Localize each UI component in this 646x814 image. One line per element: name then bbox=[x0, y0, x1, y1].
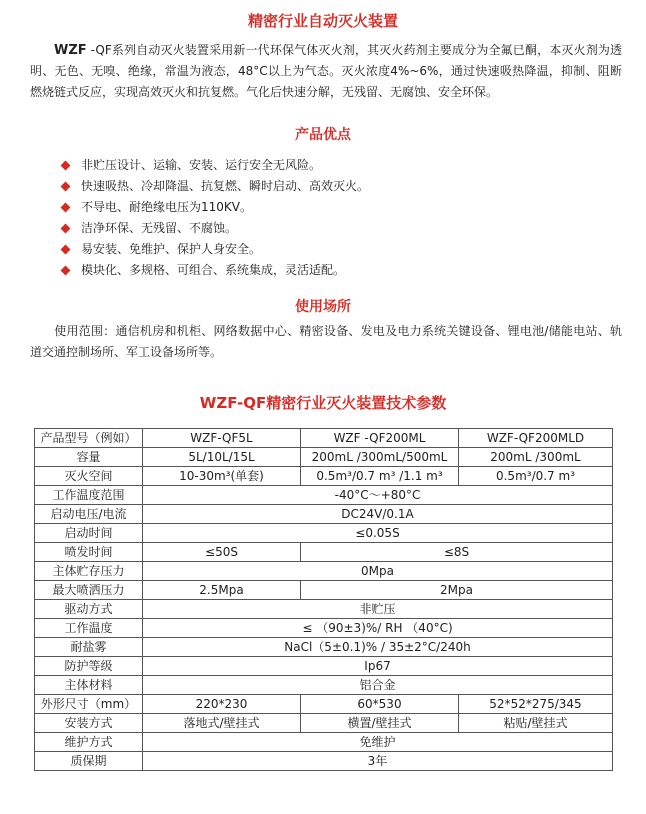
intro-lead: WZF bbox=[54, 43, 87, 58]
table-row bbox=[35, 600, 613, 619]
diamond-bullet-icon bbox=[61, 203, 71, 213]
table-row bbox=[35, 733, 613, 752]
table-row bbox=[35, 524, 613, 543]
advantages-list bbox=[60, 155, 369, 281]
row-label: 驱动方式 bbox=[35, 600, 143, 619]
table-row bbox=[35, 657, 613, 676]
table-cell: 200mL /300mL bbox=[459, 448, 613, 467]
table-cell: 0.5m³/0.7 m³ bbox=[459, 467, 613, 486]
row-label: 灭火空间 bbox=[35, 467, 143, 486]
table-cell: ≤0.05S bbox=[143, 524, 613, 543]
row-label: 主体材料 bbox=[35, 676, 143, 695]
table-cell: 0.5m³/0.7 m³ /1.1 m³ bbox=[301, 467, 459, 486]
row-label: 容量 bbox=[35, 448, 143, 467]
table-cell: 52*52*275/345 bbox=[459, 695, 613, 714]
table-cell: 5L/10L/15L bbox=[143, 448, 301, 467]
row-label: 安装方式 bbox=[35, 714, 143, 733]
table-cell: ≤50S bbox=[143, 543, 301, 562]
table-row bbox=[35, 581, 613, 600]
table-cell: ≤8S bbox=[301, 543, 613, 562]
table-cell: 落地式/壁挂式 bbox=[143, 714, 301, 733]
list-item: 易安装、免维护、保护人身安全。 bbox=[60, 239, 369, 260]
table-row bbox=[35, 448, 613, 467]
row-label: 产品型号（例如） bbox=[35, 429, 143, 448]
table-cell: WZF-QF5L bbox=[143, 429, 301, 448]
table-row bbox=[35, 695, 613, 714]
table-row bbox=[35, 676, 613, 695]
table-cell: 60*530 bbox=[301, 695, 459, 714]
diamond-bullet-icon bbox=[61, 161, 71, 171]
table-cell: 3年 bbox=[143, 752, 613, 771]
table-cell: WZF-QF200MLD bbox=[459, 429, 613, 448]
table-row bbox=[35, 714, 613, 733]
list-item: 洁净环保、无残留、不腐蚀。 bbox=[60, 218, 369, 239]
row-label: 最大喷洒压力 bbox=[35, 581, 143, 600]
diamond-bullet-icon bbox=[61, 182, 71, 192]
row-label: 工作温度范围 bbox=[35, 486, 143, 505]
usage-title: 使用场所 bbox=[295, 299, 351, 315]
table-row bbox=[35, 638, 613, 657]
list-item: 快速吸热、冷却降温、抗复燃、瞬时启动、高效灭火。 bbox=[60, 176, 369, 197]
diamond-bullet-icon bbox=[61, 266, 71, 276]
table-cell: DC24V/0.1A bbox=[143, 505, 613, 524]
table-cell: 铝合金 bbox=[143, 676, 613, 695]
row-label: 质保期 bbox=[35, 752, 143, 771]
table-cell: NaCl（5±0.1)% / 35±2°C/240h bbox=[143, 638, 613, 657]
intro-text: -QF系列自动灭火装置采用新一代环保气体灭火剂，其灭火药剂主要成分为全氟已酮，本灭火剂为透明、无色、无嗅、绝缘，常温为液态，48°C以上为气态。灭火浓度4%~6%，通过快速吸热降温，抑制、阻断燃烧链式反应，实现高效灭火和抗复燃。气化后快速分解，无残留、无腐蚀、安全环保。 bbox=[30, 43, 622, 99]
table-row bbox=[35, 467, 613, 486]
table-row bbox=[35, 619, 613, 638]
table-cell: 2Mpa bbox=[301, 581, 613, 600]
table-row bbox=[35, 429, 613, 448]
row-label: 启动电压/电流 bbox=[35, 505, 143, 524]
table-cell: 0Mpa bbox=[143, 562, 613, 581]
row-label: 维护方式 bbox=[35, 733, 143, 752]
row-label: 耐盐雾 bbox=[35, 638, 143, 657]
table-cell: -40°C～+80°C bbox=[143, 486, 613, 505]
diamond-bullet-icon bbox=[61, 245, 71, 255]
table-row bbox=[35, 562, 613, 581]
table-cell: ≤ （90±3)%/ RH （40°C) bbox=[143, 619, 613, 638]
list-item: 非贮压设计、运输、安装、运行安全无风险。 bbox=[60, 155, 369, 176]
table-cell: 220*230 bbox=[143, 695, 301, 714]
row-label: 工作温度 bbox=[35, 619, 143, 638]
table-cell: WZF -QF200ML bbox=[301, 429, 459, 448]
table-cell: 横置/壁挂式 bbox=[301, 714, 459, 733]
table-row bbox=[35, 543, 613, 562]
list-item: 模块化、多规格、可组合、系统集成，灵活适配。 bbox=[60, 260, 369, 281]
table-cell: 免维护 bbox=[143, 733, 613, 752]
usage-paragraph: 使用范围：通信机房和机柜、网络数据中心、精密设备、发电及电力系统关键设备、锂电池/储能电站、轨道交通控制场所、军工设备场所等。 bbox=[30, 324, 622, 359]
table-row bbox=[35, 752, 613, 771]
table-cell: 200mL /300mL/500mL bbox=[301, 448, 459, 467]
table-cell: 粘贴/壁挂式 bbox=[459, 714, 613, 733]
main-title: 精密行业自动灭火装置 bbox=[247, 12, 398, 30]
row-label: 主体贮存压力 bbox=[35, 562, 143, 581]
diamond-bullet-icon bbox=[61, 224, 71, 234]
table-cell: Ip67 bbox=[143, 657, 613, 676]
intro-paragraph bbox=[30, 40, 622, 103]
advantages-title: 产品优点 bbox=[295, 127, 351, 143]
table-cell: 2.5Mpa bbox=[143, 581, 301, 600]
table-cell: 10-30m³(单套) bbox=[143, 467, 301, 486]
table-cell: 非贮压 bbox=[143, 600, 613, 619]
row-label: 启动时间 bbox=[35, 524, 143, 543]
row-label: 防护等级 bbox=[35, 657, 143, 676]
row-label: 外形尺寸（mm） bbox=[35, 695, 143, 714]
list-item: 不导电、耐绝缘电压为110KV。 bbox=[60, 197, 369, 218]
row-label: 喷发时间 bbox=[35, 543, 143, 562]
table-row bbox=[35, 486, 613, 505]
spec-title: WZF-QF精密行业灭火装置技术参数 bbox=[199, 394, 447, 412]
table-row bbox=[35, 505, 613, 524]
spec-table bbox=[34, 428, 613, 771]
